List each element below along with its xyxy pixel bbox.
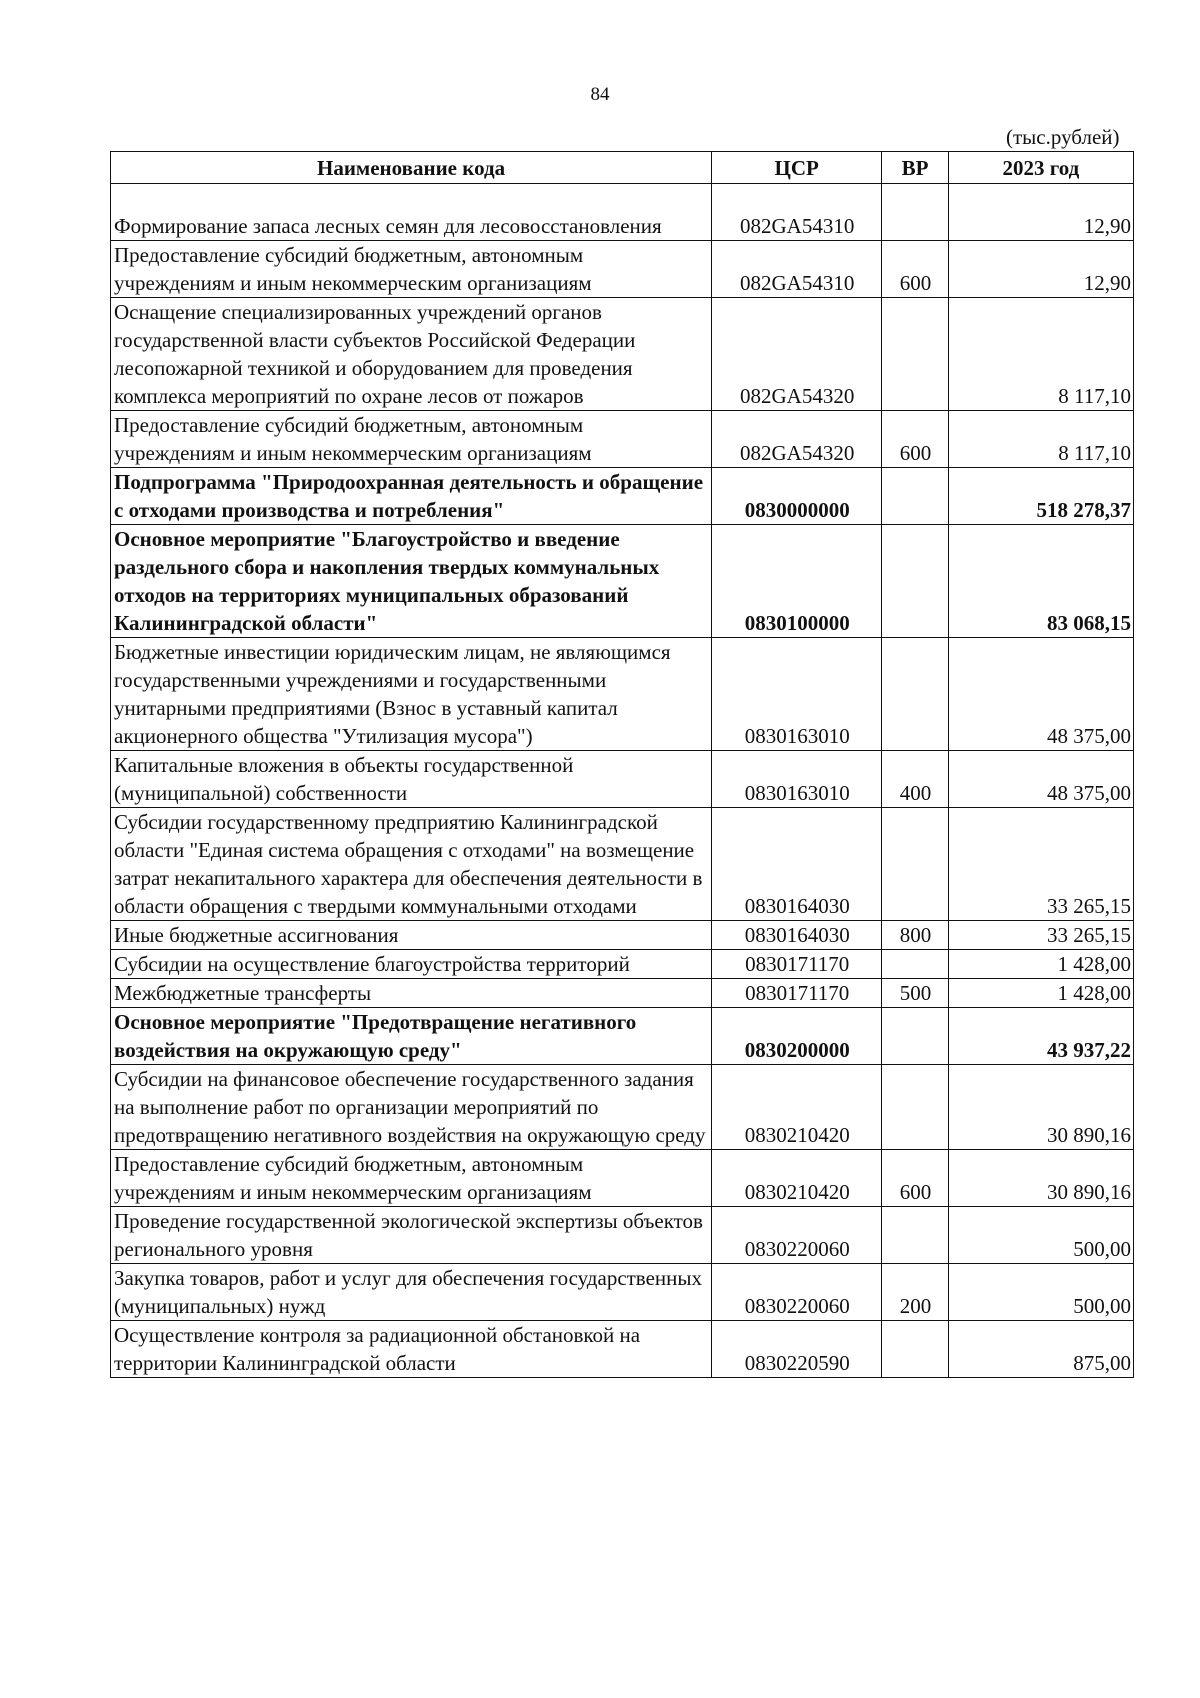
row-csr: 0830164030 (712, 808, 882, 921)
subprogram-row (111, 468, 1134, 525)
row-vr (882, 1065, 948, 1150)
row-csr: 082GA54310 (712, 184, 882, 241)
row-name: Осуществление контроля за радиационной обстановкой на территории Калининградской области (111, 1321, 712, 1378)
header-name: Наименование кода (111, 152, 712, 184)
row-name: Субсидии на осуществление благоустройства территорий (111, 950, 712, 979)
row-name: Межбюджетные трансферты (111, 979, 712, 1008)
table-row (111, 921, 1134, 950)
row-vr (882, 808, 948, 921)
row-csr: 0830171170 (712, 979, 882, 1008)
row-amount: 12,90 (948, 184, 1133, 241)
row-amount: 33 265,15 (948, 921, 1133, 950)
row-vr (882, 638, 948, 751)
row-vr (882, 950, 948, 979)
row-name: Проведение государственной экологической экспертизы объектов регионального уровня (111, 1207, 712, 1264)
row-amount: 30 890,16 (948, 1065, 1133, 1150)
row-name: Основное мероприятие "Предотвращение негативного воздействия на окружающую среду" (111, 1008, 712, 1065)
row-vr: 500 (882, 979, 948, 1008)
table-row (111, 950, 1134, 979)
header-vr: ВР (882, 152, 948, 184)
row-name: Основное мероприятие "Благоустройство и введение раздельного сбора и накопления твердых коммунальных отходов на территориях муниципальных образований Калининградской области" (111, 525, 712, 638)
table-row (111, 411, 1134, 468)
table-row (111, 808, 1134, 921)
table-row (111, 184, 1134, 241)
main-activity-row (111, 1008, 1134, 1065)
units-label: (тыс.рублей) (1006, 125, 1120, 149)
row-csr: 082GA54320 (712, 411, 882, 468)
row-amount: 875,00 (948, 1321, 1133, 1378)
table-row (111, 979, 1134, 1008)
row-csr: 0830200000 (712, 1008, 882, 1065)
table-row (111, 1150, 1134, 1207)
row-amount: 518 278,37 (948, 468, 1133, 525)
row-amount: 48 375,00 (948, 751, 1133, 808)
row-csr: 0830210420 (712, 1150, 882, 1207)
row-name: Бюджетные инвестиции юридическим лицам, не являющимся государственными учреждениями и государственными унитарными предприятиями (Взнос в уставный капитал акционерного общества "Утилизация мусора") (111, 638, 712, 751)
row-amount: 1 428,00 (948, 979, 1133, 1008)
header-year: 2023 год (948, 152, 1133, 184)
row-name: Предоставление субсидий бюджетным, автономным учреждениям и иным некоммерческим организациям (111, 411, 712, 468)
table-row (111, 751, 1134, 808)
table-row (111, 298, 1134, 411)
row-csr: 0830210420 (712, 1065, 882, 1150)
row-vr (882, 1321, 948, 1378)
row-name: Субсидии на финансовое обеспечение государственного задания на выполнение работ по организации мероприятий по предотвращению негативного воздействия на окружающую среду (111, 1065, 712, 1150)
header-csr: ЦСР (712, 152, 882, 184)
row-vr: 600 (882, 241, 948, 298)
row-vr (882, 184, 948, 241)
row-vr (882, 1207, 948, 1264)
row-vr: 800 (882, 921, 948, 950)
row-csr: 082GA54310 (712, 241, 882, 298)
table-row (111, 1065, 1134, 1150)
row-csr: 0830220590 (712, 1321, 882, 1378)
row-amount: 500,00 (948, 1207, 1133, 1264)
row-name: Закупка товаров, работ и услуг для обеспечения государственных (муниципальных) нужд (111, 1264, 712, 1321)
row-name: Оснащение специализированных учреждений органов государственной власти субъектов Российской Федерации лесопожарной техникой и оборудованием для проведения комплекса мероприятий по охране лесов от пожаров (111, 298, 712, 411)
row-name: Иные бюджетные ассигнования (111, 921, 712, 950)
row-csr: 0830163010 (712, 638, 882, 751)
row-vr: 200 (882, 1264, 948, 1321)
row-amount: 48 375,00 (948, 638, 1133, 751)
row-name: Предоставление субсидий бюджетным, автономным учреждениям и иным некоммерческим организациям (111, 241, 712, 298)
row-vr: 600 (882, 1150, 948, 1207)
row-vr (882, 298, 948, 411)
main-activity-row (111, 525, 1134, 638)
header-row (111, 152, 1134, 184)
table-row (111, 1264, 1134, 1321)
row-csr: 0830164030 (712, 921, 882, 950)
budget-table (110, 151, 1134, 1378)
row-amount: 1 428,00 (948, 950, 1133, 979)
row-name: Предоставление субсидий бюджетным, автономным учреждениям и иным некоммерческим организациям (111, 1150, 712, 1207)
table-row (111, 638, 1134, 751)
page-number: 84 (590, 84, 610, 105)
table-row (111, 1207, 1134, 1264)
row-name: Подпрограмма "Природоохранная деятельность и обращение с отходами производства и потребления" (111, 468, 712, 525)
table-row (111, 1321, 1134, 1378)
row-csr: 0830220060 (712, 1264, 882, 1321)
row-amount: 500,00 (948, 1264, 1133, 1321)
row-csr: 0830100000 (712, 525, 882, 638)
row-name: Капитальные вложения в объекты государственной (муниципальной) собственности (111, 751, 712, 808)
row-csr: 0830171170 (712, 950, 882, 979)
row-csr: 0830000000 (712, 468, 882, 525)
row-amount: 12,90 (948, 241, 1133, 298)
row-vr (882, 1008, 948, 1065)
row-amount: 33 265,15 (948, 808, 1133, 921)
row-csr: 0830163010 (712, 751, 882, 808)
row-amount: 8 117,10 (948, 411, 1133, 468)
row-vr: 400 (882, 751, 948, 808)
row-vr: 600 (882, 411, 948, 468)
row-csr: 082GA54320 (712, 298, 882, 411)
row-amount: 83 068,15 (948, 525, 1133, 638)
table-row (111, 241, 1134, 298)
row-amount: 30 890,16 (948, 1150, 1133, 1207)
row-amount: 8 117,10 (948, 298, 1133, 411)
row-csr: 0830220060 (712, 1207, 882, 1264)
row-amount: 43 937,22 (948, 1008, 1133, 1065)
row-vr (882, 468, 948, 525)
row-name: Субсидии государственному предприятию Калининградской области "Единая система обращения с отходами" на возмещение затрат некапитального характера для обеспечения деятельности в области обращения с твердыми коммунальными отходами (111, 808, 712, 921)
row-vr (882, 525, 948, 638)
row-name: Формирование запаса лесных семян для лесовосстановления (111, 184, 712, 241)
